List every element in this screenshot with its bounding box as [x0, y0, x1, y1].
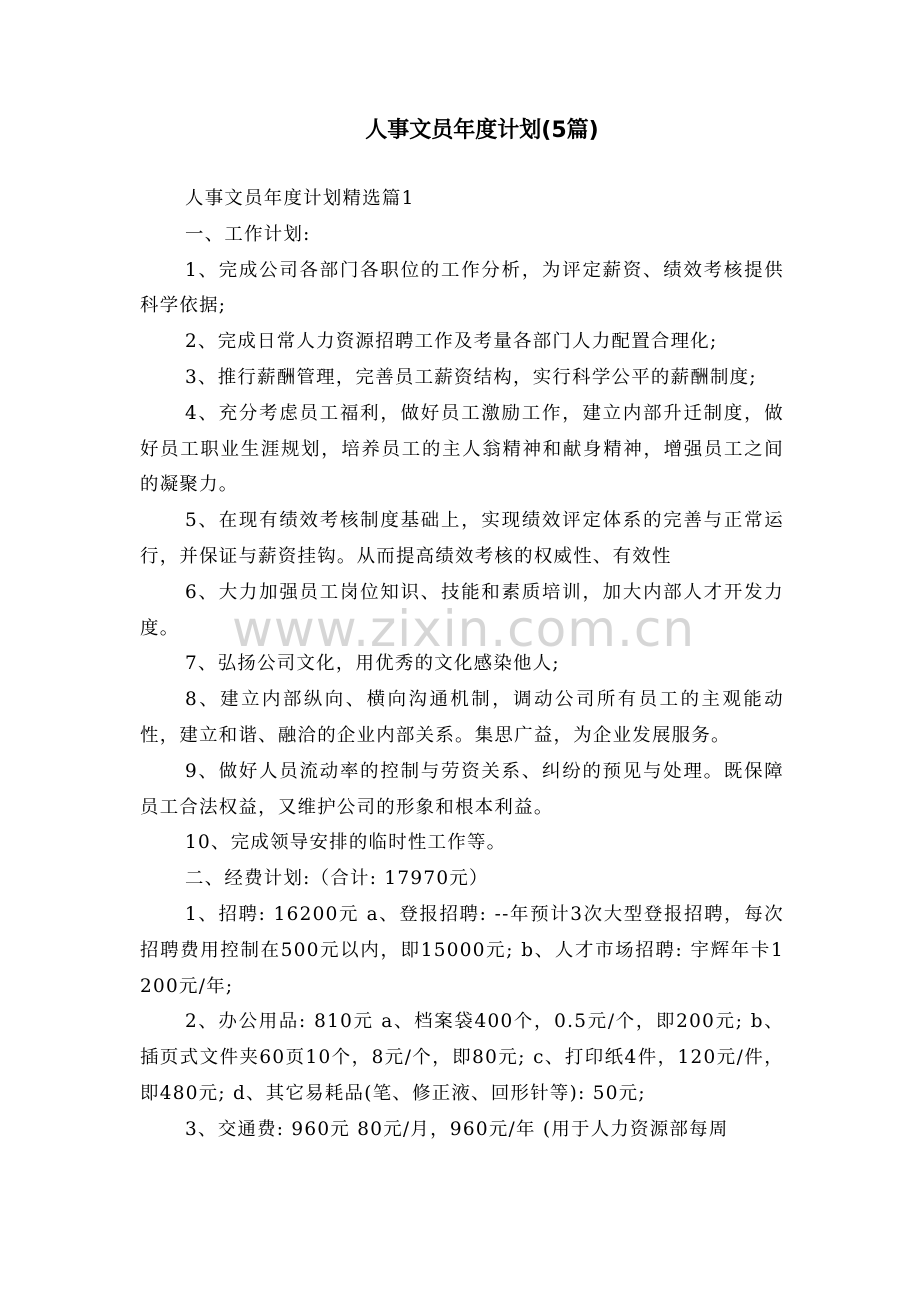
paragraph-item-5: 5、在现有绩效考核制度基础上，实现绩效评定体系的完善与正常运行，并保证与薪资挂钩。从而提高绩效考核的权威性、有效性	[140, 510, 784, 567]
paragraph-item-2: 2、完成日常人力资源招聘工作及考量各部门人力配置合理化;	[185, 331, 718, 353]
paragraph-item-10: 10、完成领导安排的临时性工作等。	[185, 832, 507, 854]
paragraph-item-1: 1、完成公司各部门各职位的工作分析，为评定薪资、绩效考核提供科学依据;	[140, 259, 784, 317]
paragraph-item-9: 9、做好人员流动率的控制与劳资关系、纠纷的预见与处理。既保障员工合法权益，又维护公司的形象和根本利益。	[140, 760, 784, 818]
paragraph-item-7: 7、弘扬公司文化，用优秀的文化感染他人;	[185, 653, 560, 675]
paragraph-section-heading: 人事文员年度计划精选篇1	[185, 188, 415, 209]
paragraph-work-plan-heading: 一、工作计划:	[185, 223, 311, 245]
watermark-text: www.zixin.com.cn	[232, 600, 696, 658]
paragraph-item-4: 4、充分考虑员工福利，做好员工激励工作，建立内部升迁制度，做好员工职业生涯规划，培养员工的主人翁精神和献身精神，增强员工之间的凝聚力。	[140, 402, 784, 496]
paragraph-item-6: 6、大力加强员工岗位知识、技能和素质培训，加大内部人才开发力度。	[140, 581, 784, 639]
paragraph-item-3: 3、推行薪酬管理，完善员工薪资结构，实行科学公平的薪酬制度;	[185, 366, 757, 388]
document-title: 人事文员年度计划(5篇)	[365, 118, 599, 143]
paragraph-budget-transport: 3、交通费: 960元 80元/月，960元/年 (用于人力资源部每周	[185, 1118, 729, 1140]
paragraph-budget-recruiting: 1、招聘: 16200元 a、登报招聘: --年预计3次大型登报招聘，每次招聘费用控制在500元以内，即15000元; b、人才市场招聘: 宇辉年卡1200元/年;	[140, 903, 784, 997]
paragraph-budget-heading: 二、经费计划:（合计: 17970元）	[185, 868, 489, 890]
paragraph-item-8: 8、建立内部纵向、横向沟通机制，调动公司所有员工的主观能动性，建立和谐、融洽的企业内部关系。集思广益，为企业发展服务。	[140, 689, 784, 746]
document-body	[140, 181, 784, 1148]
paragraph-budget-office-supplies: 2、办公用品: 810元 a、档案袋400个，0.5元/个，即200元; b、插页式文件夹60页10个，8元/个，即80元; c、打印纸4件，120元/件，即480元; d、其它易耗品(笔、修正液、回形针等): 50元;	[140, 1011, 784, 1104]
